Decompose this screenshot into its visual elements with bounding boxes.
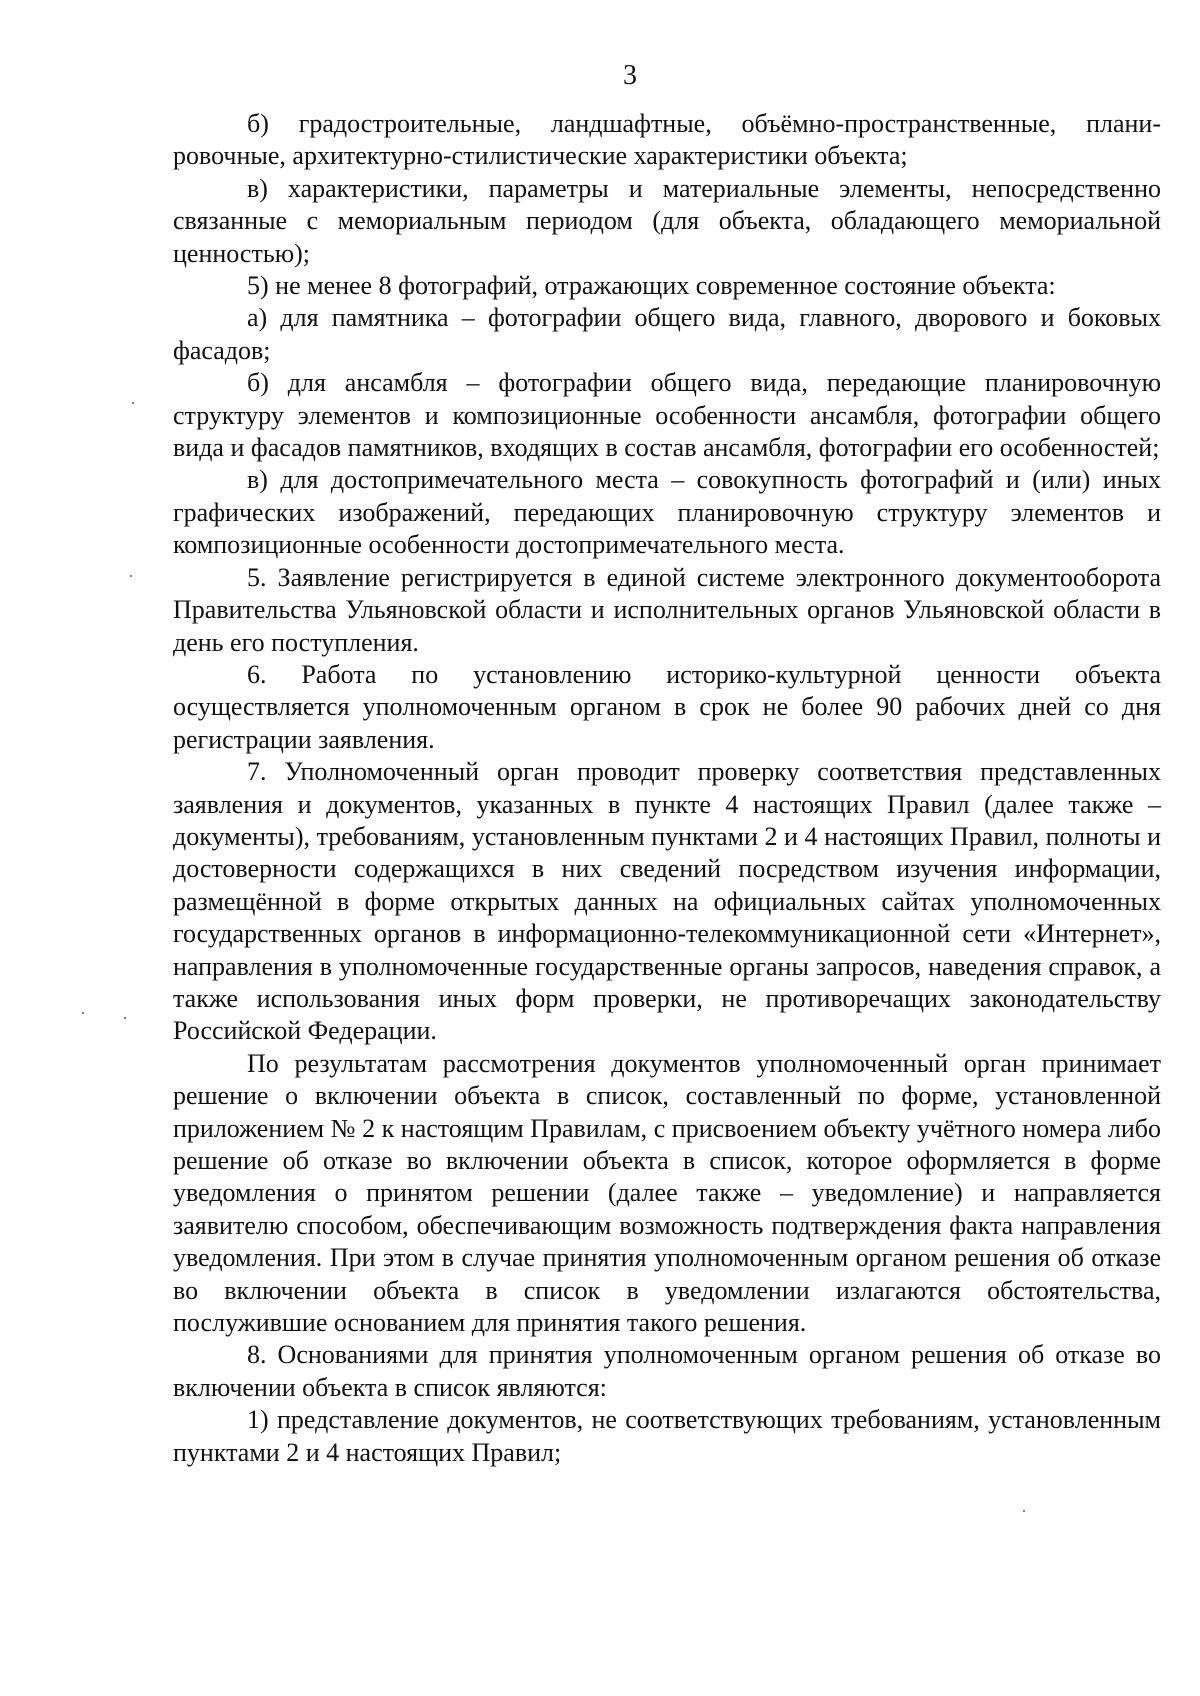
paragraph: 5. Заявление регистрируется в единой системе электронного документооборота Правительства Ульяновской области и исполнительных органов Ульяновской области в день его поступления. <box>173 562 1161 657</box>
paragraph: По результатам рассмотрения документов уполномоченный орган принимает решение о включении объекта в список, составленный по форме, установленной приложением № 2 к настоящим Правилам, с присвоением объекту учётного номера либо решение об отказе во включении объекта в список, которое оформляется в форме уведомления о принятом решении (далее также – уведомление) и направляется заявителю способом, обеспечивающим возможность подтверждения факта направления уведомления. При этом в случае принятия уполномоченным органом решения об отказе во включении объекта в список в уведомлении излагаются обстоятельства, послужившие основанием для принятия такого решения. <box>173 1048 1161 1338</box>
paragraph: б) градостроительные, ландшафтные, объёмно-пространственные, планировочные, архитектурно-стилистические характеристики объекта; <box>173 109 1161 171</box>
scan-speck <box>82 1012 84 1014</box>
paragraph: 5) не менее 8 фотографий, отражающих современное состояние объекта: <box>247 271 1056 301</box>
scan-speck <box>1023 1510 1025 1512</box>
paragraph: 8. Основаниями для принятия уполномоченным органом решения об отказе во включении объекта в список являются: <box>173 1340 1161 1402</box>
paragraph: в) характеристики, параметры и материальные элементы, непосредственно связанные с мемориальным периодом (для объекта, обладающего мемориальной ценностью); <box>173 173 1161 268</box>
scan-speck <box>130 575 132 577</box>
paragraph: б) для ансамбля – фотографии общего вида, передающие планировочную структуру элементов и композиционные особенности ансамбля, фотографии общего вида и фасадов памятников, входящих в состав ансамбля, фотографии его особенностей; <box>173 368 1161 463</box>
document-body <box>173 108 1161 1469</box>
paragraph: 6. Работа по установлению историко-культурной ценности объекта осуществляется уполномоченным органом в срок не более 90 рабочих дней со дня регистрации заявления. <box>173 659 1161 754</box>
paragraph: 7. Уполномоченный орган проводит проверку соответствия представленных заявления и документов, указанных в пункте 4 настоящих Правил (далее также – документы), требованиям, установленным пунктами 2 и 4 настоящих Правил, полноты и достоверности содержащихся в них сведений посредством изучения информации, размещённой в форме открытых данных на официальных сайтах уполномоченных государственных органов в информационно-телекоммуникационной сети «Интернет», направления в уполномоченные государственные органы запросов, наведения справок, а также использования иных форм проверки, не противоречащих законодательству Российской Федерации. <box>173 757 1161 1046</box>
paragraph: а) для памятника – фотографии общего вида, главного, дворового и боковых фасадов; <box>173 303 1161 365</box>
page-number: 3 <box>623 60 637 91</box>
paragraph: в) для достопримечательного места – совокупность фотографий и (или) иных графических изображений, передающих планировочную структуру элементов и композиционные особенности достопримечательного места. <box>173 465 1161 560</box>
paragraph: 1) представление документов, не соответствующих требованиям, установленным пунктами 2 и 4 настоящих Правил; <box>173 1405 1161 1467</box>
scan-speck <box>132 402 134 404</box>
scan-speck <box>124 1017 126 1019</box>
